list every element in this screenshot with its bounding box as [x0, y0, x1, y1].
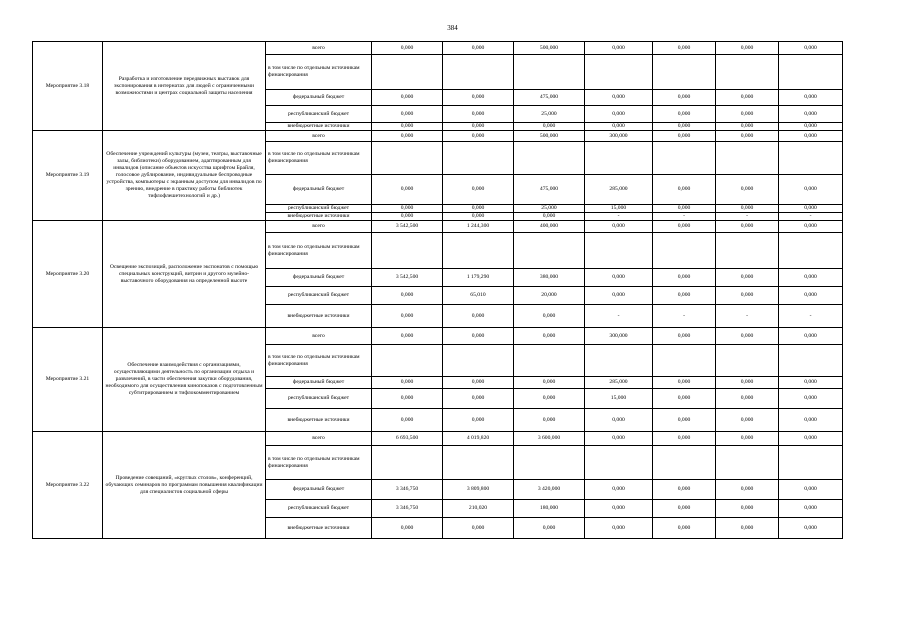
amount-cell	[372, 55, 443, 90]
amount-cell: 0,000	[716, 175, 779, 205]
amount-cell: 0,000	[585, 123, 653, 131]
measure-name: Мероприятие 3.18	[33, 42, 103, 131]
amount-cell	[372, 446, 443, 480]
amount-cell: 0,000	[585, 518, 653, 539]
amount-cell: 1 244,300	[443, 221, 514, 233]
amount-cell	[443, 446, 514, 480]
amount-cell	[514, 345, 585, 377]
funding-source: федеральный бюджет	[266, 377, 372, 389]
measure-description: Освещение экспозиций, расположение экспонатов с помощью специальных конструкций, витрин и другого музейно-выставочного оборудования на определенной высоте	[103, 221, 266, 328]
table-row	[33, 42, 843, 55]
amount-cell	[716, 446, 779, 480]
amount-cell: 0,000	[443, 213, 514, 221]
amount-cell: 0,000	[716, 269, 779, 287]
amount-cell: 3 809,800	[443, 480, 514, 500]
amount-cell: 0,000	[443, 377, 514, 389]
measure-name: Мероприятие 3.19	[33, 131, 103, 221]
amount-cell: 25,000	[514, 106, 585, 123]
measure-name: Мероприятие 3.22	[33, 432, 103, 539]
amount-cell	[585, 345, 653, 377]
amount-cell	[653, 142, 716, 175]
amount-cell: 0,000	[653, 269, 716, 287]
amount-cell: 0,000	[716, 205, 779, 213]
amount-cell: -	[716, 305, 779, 328]
amount-cell: 0,000	[443, 389, 514, 409]
amount-cell: 0,000	[372, 377, 443, 389]
amount-cell: 0,000	[779, 328, 843, 345]
amount-cell: 0,000	[653, 377, 716, 389]
funding-source: внебюджетные источники	[266, 213, 372, 221]
amount-cell: 0,000	[653, 287, 716, 305]
amount-cell: 0,000	[716, 221, 779, 233]
amount-cell: 0,000	[443, 409, 514, 432]
amount-cell: 500,000	[514, 131, 585, 142]
amount-cell: 0,000	[779, 480, 843, 500]
amount-cell: 0,000	[585, 269, 653, 287]
amount-cell: 0,000	[585, 500, 653, 518]
amount-cell: 0,000	[779, 518, 843, 539]
amount-cell: 0,000	[716, 500, 779, 518]
amount-cell: 20,000	[514, 287, 585, 305]
table-row	[33, 221, 843, 233]
amount-cell	[443, 55, 514, 90]
amount-cell: 0,000	[514, 377, 585, 389]
funding-source: внебюджетные источники	[266, 305, 372, 328]
amount-cell: 0,000	[585, 432, 653, 446]
amount-cell: 0,000	[653, 328, 716, 345]
amount-cell: 0,000	[372, 287, 443, 305]
funding-source: внебюджетные источники	[266, 123, 372, 131]
amount-cell: -	[653, 213, 716, 221]
amount-cell: 3 346,750	[372, 480, 443, 500]
amount-cell: 0,000	[779, 432, 843, 446]
amount-cell: 0,000	[653, 518, 716, 539]
amount-cell: 0,000	[653, 221, 716, 233]
amount-cell: 0,000	[372, 518, 443, 539]
amount-cell: 0,000	[716, 131, 779, 142]
amount-cell: 475,000	[514, 175, 585, 205]
amount-cell: 400,000	[514, 221, 585, 233]
amount-cell: 0,000	[585, 287, 653, 305]
amount-cell: 0,000	[716, 106, 779, 123]
measure-description: Проведение совещаний, «круглых столов», конференций, обучающих семинаров по программам повышения квалификации для специалистов социальной сферы	[103, 432, 266, 539]
table-row	[33, 131, 843, 142]
funding-source: всего	[266, 42, 372, 55]
amount-cell: 0,000	[585, 42, 653, 55]
amount-cell: 65,010	[443, 287, 514, 305]
amount-cell: 0,000	[653, 500, 716, 518]
amount-cell: -	[653, 305, 716, 328]
amount-cell: 0,000	[514, 305, 585, 328]
amount-cell	[585, 55, 653, 90]
amount-cell: 0,000	[443, 42, 514, 55]
amount-cell: 0,000	[779, 389, 843, 409]
amount-cell: 0,000	[716, 377, 779, 389]
amount-cell: 380,000	[514, 269, 585, 287]
amount-cell	[779, 55, 843, 90]
amount-cell: 0,000	[716, 409, 779, 432]
funding-source: федеральный бюджет	[266, 90, 372, 106]
measure-description: Разработка и изготовление передвижных выставок для экспонирования в интернатах для людей с ограниченными возможностями и центрах социальной защиты населения	[103, 42, 266, 131]
amount-cell: 0,000	[653, 389, 716, 409]
amount-cell: 0,000	[716, 389, 779, 409]
amount-cell	[443, 345, 514, 377]
amount-cell: 3 542,500	[372, 221, 443, 233]
amount-cell: 0,000	[372, 213, 443, 221]
amount-cell: 25,000	[514, 205, 585, 213]
amount-cell	[585, 233, 653, 269]
amount-cell: 0,000	[779, 205, 843, 213]
amount-cell: 180,000	[514, 500, 585, 518]
amount-cell: 15,000	[585, 389, 653, 409]
funding-source: в том числе по отдельным источникам финансирования	[266, 233, 372, 269]
table-row	[33, 328, 843, 345]
funding-source: в том числе по отдельным источникам финансирования	[266, 345, 372, 377]
funding-source: в том числе по отдельным источникам финансирования	[266, 142, 372, 175]
funding-source: республиканский бюджет	[266, 389, 372, 409]
funding-source: в том числе по отдельным источникам финансирования	[266, 446, 372, 480]
amount-cell: 0,000	[653, 409, 716, 432]
amount-cell: -	[585, 305, 653, 328]
amount-cell: 0,000	[779, 131, 843, 142]
amount-cell	[443, 233, 514, 269]
amount-cell: 0,000	[585, 90, 653, 106]
amount-cell	[372, 142, 443, 175]
funding-source: федеральный бюджет	[266, 269, 372, 287]
amount-cell	[514, 446, 585, 480]
amount-cell: 0,000	[372, 123, 443, 131]
amount-cell	[653, 233, 716, 269]
amount-cell	[779, 345, 843, 377]
amount-cell: 500,000	[514, 42, 585, 55]
amount-cell: -	[779, 213, 843, 221]
amount-cell	[443, 142, 514, 175]
amount-cell: 0,000	[372, 90, 443, 106]
amount-cell: 0,000	[716, 480, 779, 500]
amount-cell	[514, 55, 585, 90]
amount-cell: 0,000	[653, 90, 716, 106]
amount-cell: 0,000	[779, 175, 843, 205]
amount-cell: 0,000	[443, 205, 514, 213]
amount-cell	[779, 233, 843, 269]
amount-cell: 3 600,000	[514, 432, 585, 446]
amount-cell: 0,000	[443, 131, 514, 142]
funding-source: республиканский бюджет	[266, 205, 372, 213]
amount-cell: 0,000	[372, 175, 443, 205]
amount-cell: 0,000	[716, 518, 779, 539]
amount-cell: 0,000	[716, 328, 779, 345]
measure-name: Мероприятие 3.21	[33, 328, 103, 432]
amount-cell: 6 693,500	[372, 432, 443, 446]
amount-cell: 0,000	[443, 90, 514, 106]
amount-cell	[585, 142, 653, 175]
amount-cell: 1 179,290	[443, 269, 514, 287]
amount-cell: 0,000	[372, 328, 443, 345]
amount-cell	[716, 142, 779, 175]
amount-cell: 0,000	[443, 106, 514, 123]
amount-cell: 0,000	[372, 42, 443, 55]
amount-cell: 300,000	[585, 131, 653, 142]
page-number: 384	[447, 24, 458, 32]
amount-cell: 300,000	[585, 328, 653, 345]
amount-cell	[779, 446, 843, 480]
funding-source: федеральный бюджет	[266, 175, 372, 205]
amount-cell: 0,000	[514, 409, 585, 432]
amount-cell	[653, 345, 716, 377]
funding-source: всего	[266, 328, 372, 345]
amount-cell	[372, 345, 443, 377]
funding-source: федеральный бюджет	[266, 480, 372, 500]
measure-description: Обеспечение учреждений культуры (музеи, театры, выставочные залы, библиотеки) оборудованием, адаптированным для инвалидов (описание объектов искусства шрифтом Брайля, голосовое дублирование, индивидуальные беспроводные устройства, компьютеры с экранным доступом для инвалидов по зрению, внедрение в практику работы библиотек тифлофлешетехнологий и др.)	[103, 131, 266, 221]
amount-cell	[653, 446, 716, 480]
amount-cell	[514, 233, 585, 269]
amount-cell: 0,000	[585, 409, 653, 432]
amount-cell: 285,000	[585, 175, 653, 205]
amount-cell: 0,000	[372, 305, 443, 328]
amount-cell: 0,000	[779, 409, 843, 432]
amount-cell: 3 542,500	[372, 269, 443, 287]
amount-cell: 3 420,000	[514, 480, 585, 500]
amount-cell: 0,000	[779, 221, 843, 233]
amount-cell: -	[716, 213, 779, 221]
amount-cell: 3 346,750	[372, 500, 443, 518]
amount-cell: 0,000	[514, 213, 585, 221]
amount-cell	[514, 142, 585, 175]
amount-cell: 0,000	[779, 377, 843, 389]
amount-cell: 0,000	[372, 389, 443, 409]
amount-cell: 210,020	[443, 500, 514, 518]
amount-cell: 0,000	[653, 480, 716, 500]
amount-cell: 4 019,820	[443, 432, 514, 446]
amount-cell: 0,000	[653, 175, 716, 205]
amount-cell: 0,000	[372, 131, 443, 142]
amount-cell: 15,000	[585, 205, 653, 213]
amount-cell: 0,000	[779, 42, 843, 55]
amount-cell: 0,000	[372, 205, 443, 213]
amount-cell	[779, 142, 843, 175]
amount-cell	[716, 345, 779, 377]
table-row	[33, 432, 843, 446]
amount-cell	[372, 233, 443, 269]
amount-cell: -	[585, 213, 653, 221]
funding-source: всего	[266, 131, 372, 142]
funding-source: внебюджетные источники	[266, 518, 372, 539]
measure-description: Обеспечение взаимодействия с организациями, осуществляющими деятельность по организации отдыха и развлечений, в части обеспечения закупки оборудования, необходимого для осуществления кинопоказов с подготовленным субтитрированием и тифлокомментированием	[103, 328, 266, 432]
amount-cell: 0,000	[653, 131, 716, 142]
funding-source: республиканский бюджет	[266, 500, 372, 518]
amount-cell: 0,000	[372, 106, 443, 123]
amount-cell: 0,000	[779, 123, 843, 131]
amount-cell: 0,000	[372, 409, 443, 432]
funding-source: всего	[266, 221, 372, 233]
amount-cell: 0,000	[716, 123, 779, 131]
amount-cell: 0,000	[585, 106, 653, 123]
funding-source: в том числе по отдельным источникам финансирования	[266, 55, 372, 90]
amount-cell: 475,000	[514, 90, 585, 106]
amount-cell: 0,000	[514, 518, 585, 539]
amount-cell: 0,000	[779, 269, 843, 287]
amount-cell: 0,000	[779, 90, 843, 106]
amount-cell: 0,000	[514, 328, 585, 345]
amount-cell: 0,000	[653, 123, 716, 131]
amount-cell: 0,000	[653, 106, 716, 123]
funding-source: республиканский бюджет	[266, 287, 372, 305]
amount-cell: 0,000	[514, 389, 585, 409]
amount-cell: -	[779, 305, 843, 328]
amount-cell: 0,000	[653, 205, 716, 213]
amount-cell	[716, 55, 779, 90]
amount-cell	[716, 233, 779, 269]
amount-cell: 0,000	[779, 500, 843, 518]
amount-cell: 285,000	[585, 377, 653, 389]
amount-cell: 0,000	[443, 305, 514, 328]
amount-cell: 0,000	[443, 328, 514, 345]
amount-cell: 0,000	[716, 287, 779, 305]
funding-table	[32, 41, 843, 539]
amount-cell: 0,000	[443, 123, 514, 131]
amount-cell: 0,000	[443, 518, 514, 539]
amount-cell: 0,000	[779, 287, 843, 305]
amount-cell: 0,000	[443, 175, 514, 205]
amount-cell	[585, 446, 653, 480]
funding-source: всего	[266, 432, 372, 446]
amount-cell: 0,000	[716, 42, 779, 55]
amount-cell: 0,000	[585, 480, 653, 500]
funding-source: внебюджетные источники	[266, 409, 372, 432]
funding-source: республиканский бюджет	[266, 106, 372, 123]
amount-cell	[653, 55, 716, 90]
amount-cell: 0,000	[653, 432, 716, 446]
amount-cell: 0,000	[514, 123, 585, 131]
amount-cell: 0,000	[716, 90, 779, 106]
amount-cell: 0,000	[585, 221, 653, 233]
amount-cell: 0,000	[779, 106, 843, 123]
measure-name: Мероприятие 3.20	[33, 221, 103, 328]
amount-cell: 0,000	[653, 42, 716, 55]
amount-cell: 0,000	[716, 432, 779, 446]
